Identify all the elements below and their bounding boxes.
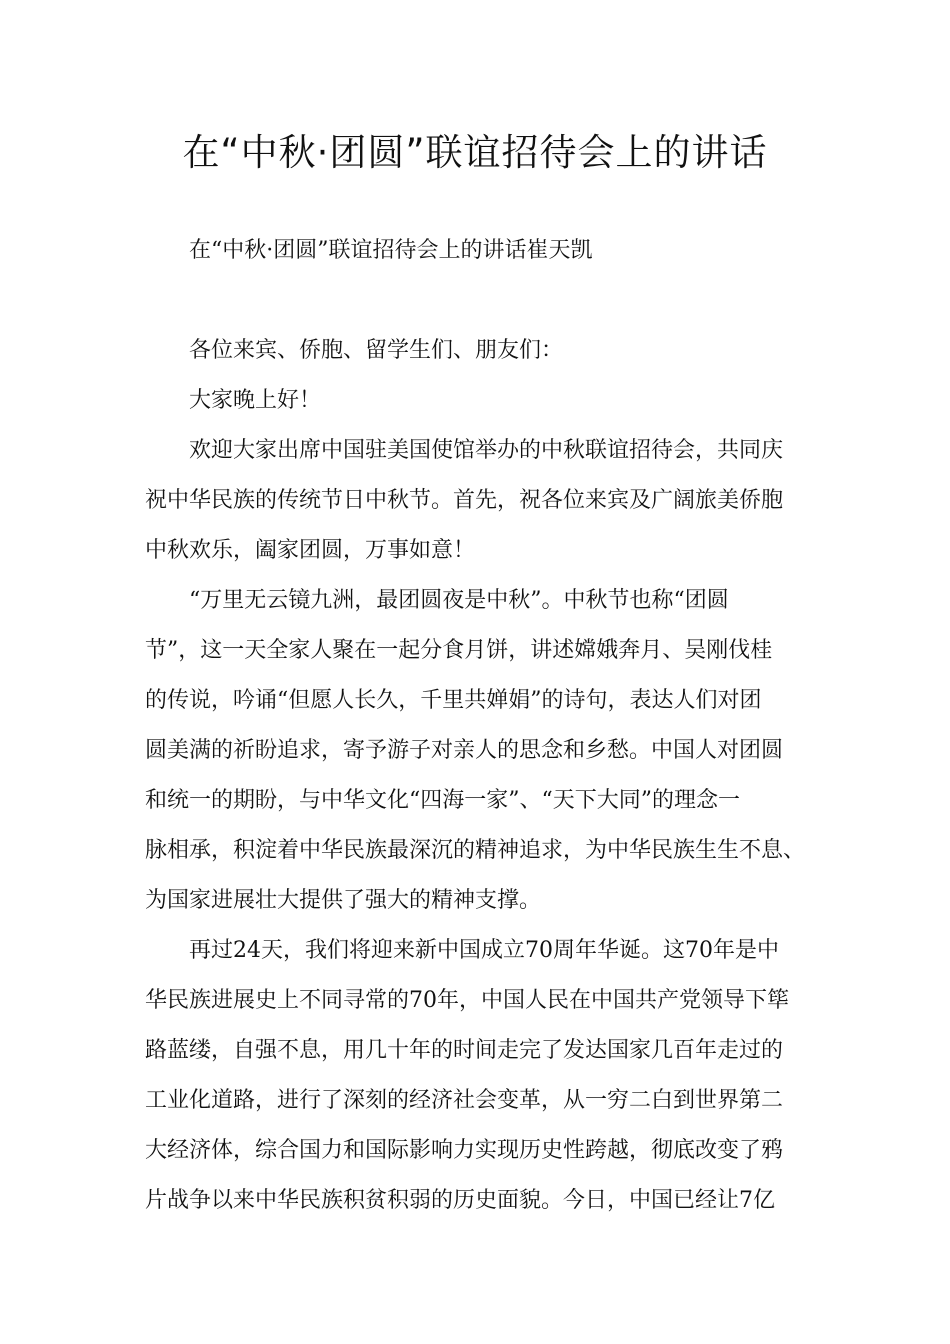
text-line: 各位来宾、侨胞、留学生们、朋友们： xyxy=(189,338,564,363)
text-line: 中秋欢乐，阖家团圆，万事如意！ xyxy=(145,538,476,563)
text-line: 圆美满的祈盼追求，寄予游子对亲人的思念和乡愁。中国人对团圆 xyxy=(145,738,784,763)
document-subtitle: 在“中秋·团圆”联谊招待会上的讲话崔天凯 xyxy=(189,238,593,263)
text-line: 祝中华民族的传统节日中秋节。首先，祝各位来宾及广阔旅美侨胞 xyxy=(145,488,784,513)
text-line: 路蓝缕，自强不息，用几十年的时间走完了发达国家几百年走过的 xyxy=(145,1038,784,1063)
text-line: 为国家进展壮大提供了强大的精神支撑。 xyxy=(145,888,542,913)
text-line: 再过24天，我们将迎来新中国成立70周年华诞。这70年是中 xyxy=(189,938,779,963)
text-line: 的传说，吟诵“但愿人长久，千里共婵娟”的诗句，表达人们对团 xyxy=(145,688,762,713)
text-line: 片战争以来中华民族积贫积弱的历史面貌。今日，中国已经让7亿 xyxy=(145,1188,775,1213)
text-line: 工业化道路，进行了深刻的经济社会变革，从一穷二白到世界第二 xyxy=(145,1088,784,1113)
text-line: 华民族进展史上不同寻常的70年，中国人民在中国共产党领导下筚 xyxy=(145,988,789,1013)
document-body xyxy=(145,326,825,1226)
text-line: 脉相承，积淀着中华民族最深沉的精神追求，为中华民族生生不息、 xyxy=(145,838,806,863)
text-line: 大经济体，综合国力和国际影响力实现历史性跨越，彻底改变了鸦 xyxy=(145,1138,784,1163)
document-subtitle-block xyxy=(145,226,825,276)
text-line: 大家晚上好！ xyxy=(189,388,322,413)
document-title: 在“中秋·团圆”联谊招待会上的讲话 xyxy=(182,131,768,174)
text-line: “万里无云镜九洲，最团圆夜是中秋”。中秋节也称“团圆 xyxy=(189,588,729,613)
text-line: 欢迎大家出席中国驻美国使馆举办的中秋联谊招待会，共同庆 xyxy=(189,438,784,463)
text-line: 节”，这一天全家人聚在一起分食月饼，讲述嫦娥奔月、吴刚伐桂 xyxy=(145,638,773,663)
text-line: 和统一的期盼，与中华文化“四海一家”、“天下大同”的理念一 xyxy=(145,788,740,813)
